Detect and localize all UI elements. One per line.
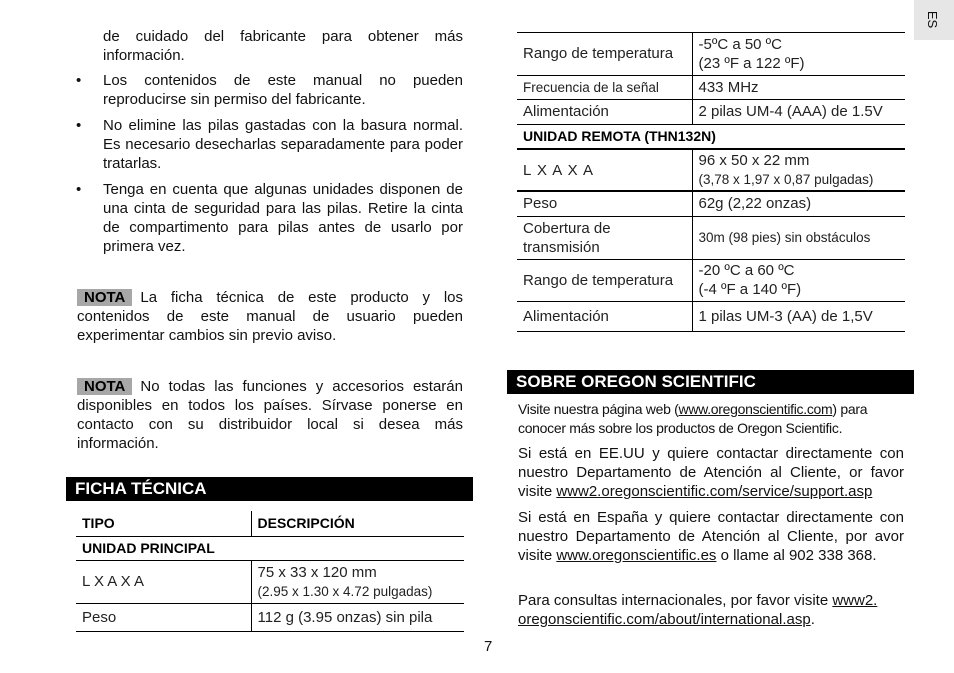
international-link[interactable]: www2. oregonscientific.com/about/international.asp (518, 592, 878, 628)
bullet-item: Los contenidos de este manual no pueden reproducirse sin permiso del fabricante. (103, 72, 463, 108)
bullet-item: No elimine las pilas gastadas con la basura normal. Es necesario desecharlas separadamente para poder tratarlas. (103, 117, 463, 172)
row-label-line: Cobertura de (523, 219, 611, 237)
row-value: 2 pilas UM-4 (AAA) de 1.5V (692, 99, 905, 124)
row-value: 62g (2,22 onzas) (692, 191, 905, 216)
text-span: Para consultas internacionales, por favor visite (518, 592, 833, 609)
table-row (76, 560, 464, 603)
row-value (692, 149, 905, 191)
row-value (251, 560, 464, 603)
text-span: Visite nuestra página web ( (518, 401, 679, 417)
text-span: Si está en EE.UU y quiere contactar directamente con nuestro Departamento de Atención al Cliente, or favor visite (518, 445, 904, 500)
language-tab-label: ES (925, 10, 941, 29)
row-label: L X A X A (517, 149, 692, 191)
row-label-line: transmisión (523, 238, 600, 256)
row-label: Peso (517, 191, 692, 216)
spain-website-link[interactable]: www.oregonscientific.es (556, 547, 717, 564)
row-value (692, 33, 905, 75)
row-label: Frecuencia de la señal (517, 75, 692, 99)
row-label: Alimentación (517, 301, 692, 331)
support-link[interactable]: www2.oregonscientific.com/service/support.asp (556, 483, 873, 500)
row-value: 30m (98 pies) sin obstáculos (692, 216, 905, 259)
row-label: Peso (76, 603, 251, 631)
table-header-row (76, 511, 464, 536)
section-label-remote-unit: UNIDAD REMOTA (THN132N) (517, 124, 905, 149)
row-value-line: (23 ºF a 122 ºF) (698, 54, 805, 72)
row-value-line: -5ºC a 50 ºC (698, 35, 782, 53)
section-label-main-unit: UNIDAD PRINCIPAL (76, 536, 464, 560)
row-label: Rango de temperatura (517, 33, 692, 75)
row-value-line: (3,78 x 1,97 x 0,87 pulgadas) (698, 172, 874, 187)
about-paragraph-2 (518, 444, 904, 501)
table-section-row (76, 536, 464, 560)
language-tab (914, 0, 954, 40)
row-value-line: -20 ºC a 60 ºC (698, 262, 795, 279)
row-value: 112 g (3.95 onzas) sin pila (251, 603, 464, 631)
section-heading-about: SOBRE OREGON SCIENTIFIC (507, 370, 914, 394)
column-header-tipo: TIPO (76, 511, 251, 536)
intro-paragraph: de cuidado del fabricante para obtener más información. (103, 28, 463, 64)
table-row (517, 216, 905, 259)
text-span: . (810, 611, 815, 628)
text-span: o llame al 902 338 368. (716, 547, 877, 564)
table-row (517, 259, 905, 301)
about-paragraph-1 (518, 400, 906, 438)
section-heading-ficha: FICHA TÉCNICA (66, 477, 473, 501)
row-label: Rango de temperatura (517, 259, 692, 301)
row-value-line: 96 x 50 x 22 mm (698, 152, 810, 169)
table-row (517, 75, 905, 99)
note-block (77, 377, 463, 453)
note-text: La ficha técnica de este producto y los contenidos de este manual de usuario pueden experimentar cambios sin previo aviso. (77, 289, 463, 344)
table-section-row (517, 124, 905, 149)
table-row (517, 301, 905, 331)
table-row (517, 149, 905, 191)
page-number: 7 (484, 638, 493, 655)
spec-table-left (76, 511, 464, 632)
table-row (517, 33, 905, 75)
row-value-line: 75 x 33 x 120 mm (257, 563, 377, 581)
note-badge: NOTA (77, 378, 132, 395)
row-value-line: (-4 ºF a 140 ºF) (698, 281, 802, 298)
about-paragraph-3 (518, 508, 904, 565)
row-value-line: (2.95 x 1.30 x 4.72 pulgadas) (257, 583, 433, 599)
bullet-symbol: • (76, 117, 82, 134)
about-paragraph-4 (518, 591, 910, 629)
text-span: Si está en España y quiere contactar directamente con nuestro Departamento de Atención al Cliente, por avor visite (518, 509, 904, 564)
row-value (692, 259, 905, 301)
bullet-item: Tenga en cuenta que algunas unidades disponen de una cinta de seguridad para las pilas. Retire la cinta de compartimento para pilas antes de usarlo por primera vez. (103, 181, 463, 255)
row-value: 1 pilas UM-3 (AA) de 1,5V (692, 301, 905, 331)
bullet-symbol: • (76, 72, 82, 89)
table-row (517, 191, 905, 216)
row-label: L X A X A (76, 560, 251, 603)
row-value: 433 MHz (692, 75, 905, 99)
spec-table-right (517, 33, 905, 332)
table-row (517, 99, 905, 124)
row-label (517, 216, 692, 259)
column-header-descripcion: DESCRIPCIÓN (251, 511, 464, 536)
website-link[interactable]: www.oregonscientific.com (678, 401, 833, 417)
note-badge: NOTA (77, 289, 132, 306)
note-text: No todas las funciones y accesorios estarán disponibles en todos los países. Sírvase ponerse en contacto con su distribuidor local si desea más información. (77, 378, 463, 452)
row-label: Alimentación (517, 99, 692, 124)
text-span: ) para conocer más sobre los productos de Oregon Scientific. (518, 401, 868, 436)
note-block (77, 288, 463, 345)
bullet-symbol: • (76, 181, 82, 198)
table-row (76, 603, 464, 631)
